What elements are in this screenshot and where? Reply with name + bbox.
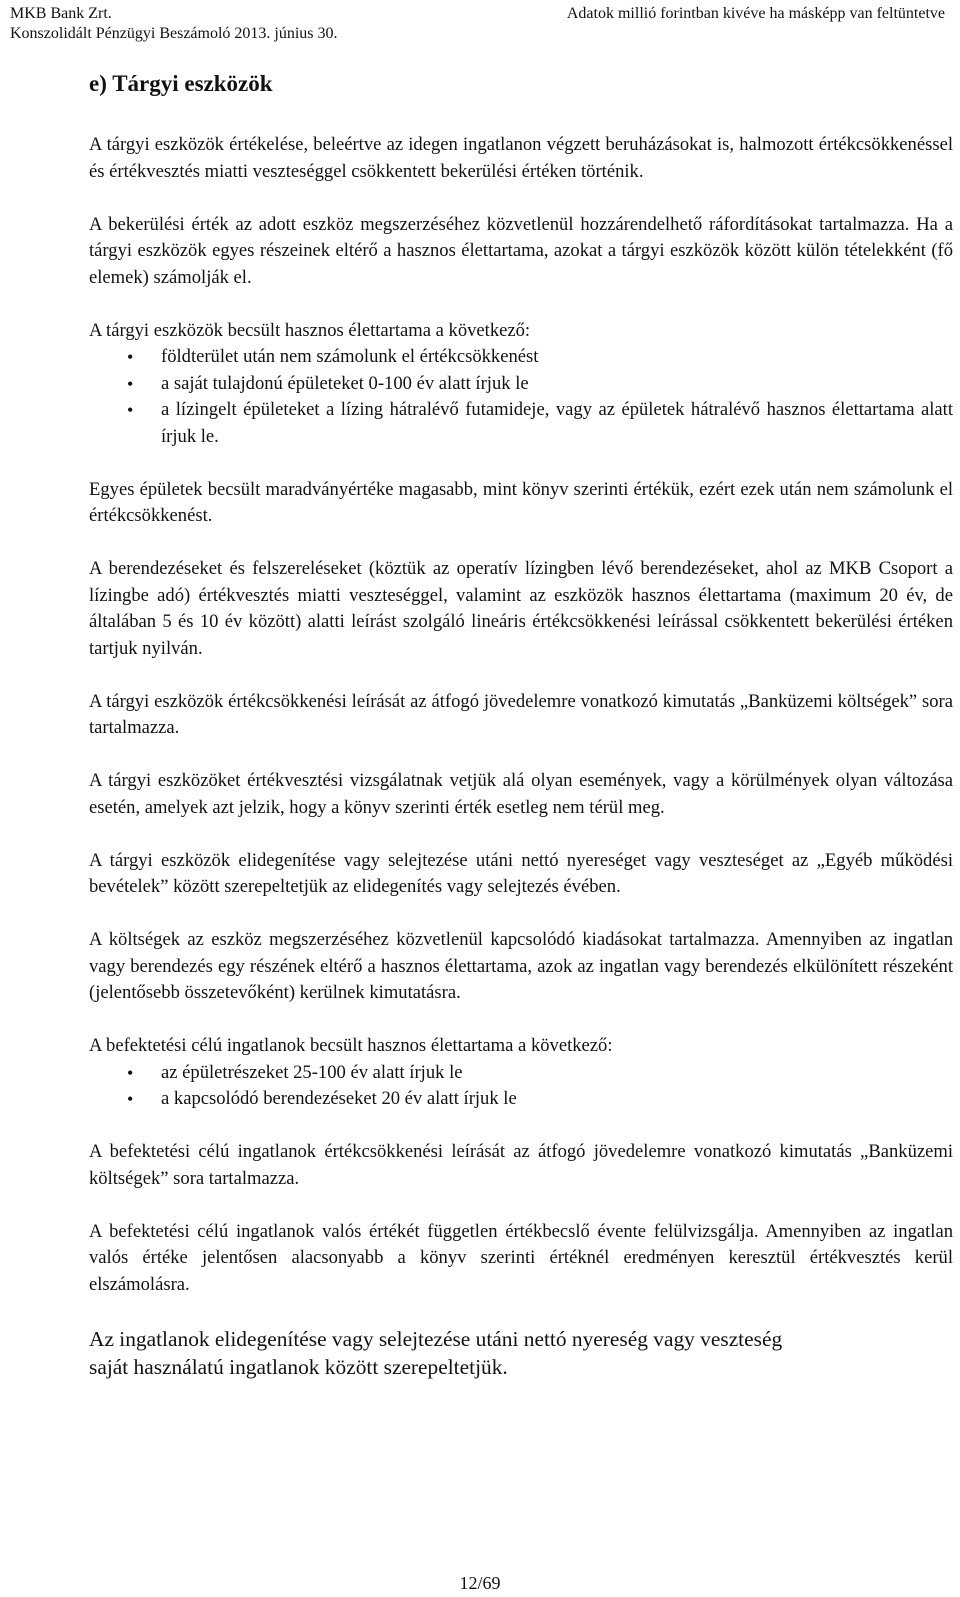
paragraph: A befektetési célú ingatlanok valós értékét független értékbecslő évente felülvizsgálja. Amennyiben az ingatlan valós értéke jelentősen alacsonyabb a könyv szerinti értéknél eredményen keresztül értékvesztés kerül elszámolásra.	[89, 1220, 953, 1295]
bullet-icon: •	[127, 347, 134, 367]
paragraph: A befektetési célú ingatlanok értékcsökkenési leírását az átfogó jövedelemre vonatkozó kimutatás „Banküzemi költségek” sora tartalmazza.	[89, 1141, 953, 1189]
units-note: Adatok millió forintban kivéve ha másképp van feltüntetve	[566, 5, 945, 22]
list-item	[89, 1086, 953, 1113]
document-body	[89, 132, 953, 1381]
bullet-icon: •	[127, 1062, 134, 1083]
useful-life-list	[89, 344, 953, 450]
paragraph: A tárgyi eszközök értékelése, beleértve az idegen ingatlanon végzett beruházásokat is, halmozott értékcsökkenéssel és értékvesztés miatti veszteséggel csökkentett bekerülési értéken történik.	[89, 134, 953, 182]
list-intro: A tárgyi eszközök becsült hasznos élettartama a következő:	[89, 319, 531, 341]
paragraph: A bekerülési érték az adott eszköz megszerzéséhez közvetlenül hozzárendelhető ráfordításokat tartalmazza. Ha a tárgyi eszközök egyes részeinek eltérő a hasznos élettartama, azokat a tárgyi eszközök között külön tételekként (fő elemek) számolják el.	[89, 213, 953, 288]
page-number: 12/69	[459, 1573, 501, 1593]
investment-property-life-list	[89, 1060, 953, 1113]
paragraph-line: saját használatú ingatlanok között szerepeltetjük.	[89, 1354, 508, 1379]
list-item-text: a saját tulajdonú épületeket 0-100 év alatt írjuk le	[161, 372, 529, 394]
paragraph: A tárgyi eszközöket értékvesztési vizsgálatnak vetjük alá olyan események, vagy a körülmények olyan változása esetén, amelyek azt jelzik, hogy a könyv szerinti érték esetleg nem térül meg.	[89, 770, 953, 818]
paragraph: A berendezéseket és felszereléseket (köztük az operatív lízingben lévő berendezéseket, ahol az MKB Csoport a lízingbe adó) értékvesztés miatti veszteséggel, valamint az eszközök hasznos élettartama (maximum 20 év, de általában 5 és 10 év között) alatti leírást szolgáló lineáris értékcsökkenési leírással csökkentett bekerülési értéken tartjuk nyilván.	[89, 558, 953, 659]
list-item	[89, 1060, 953, 1087]
list-item	[89, 397, 953, 450]
company-name: MKB Bank Zrt.	[10, 5, 112, 22]
list-item-text: földterület után nem számolunk el értékcsökkenést	[161, 346, 539, 367]
list-item	[89, 344, 953, 371]
report-name: Konszolidált Pénzügyi Beszámoló 2013. június 30.	[10, 25, 338, 42]
paragraph: A tárgyi eszközök elidegenítése vagy selejtezése utáni nettó nyereséget vagy veszteséget az „Egyéb működési bevételek” között szerepeltetjük az elidegenítés vagy selejtezés évében.	[89, 849, 953, 897]
list-item-text: a kapcsolódó berendezéseket 20 év alatt írjuk le	[161, 1088, 517, 1109]
bullet-icon: •	[127, 400, 134, 420]
document-header-left	[10, 4, 338, 44]
list-intro: A befektetési célú ingatlanok becsült hasznos élettartama a következő:	[89, 1035, 613, 1056]
paragraph: A költségek az eszköz megszerzéséhez közvetlenül kapcsolódó kiadásokat tartalmazza. Amennyiben az ingatlan vagy berendezés egy részének eltérő a hasznos élettartama, azok az ingatlan vagy berendezés elkülönített részeként (jelentősebb összetevőként) kerülnek kimutatásra.	[89, 929, 953, 1003]
list-item-text: a lízingelt épületeket a lízing hátralévő futamideje, vagy az épületek hátralévő hasznos élettartama alatt írjuk le.	[161, 399, 953, 447]
paragraph: A tárgyi eszközök értékcsökkenési leírását az átfogó jövedelemre vonatkozó kimutatás „Banküzemi költségek” sora tartalmazza.	[89, 690, 953, 738]
section-title: e) Tárgyi eszközök	[89, 71, 273, 96]
paragraph-line: Az ingatlanok elidegenítése vagy selejtezése utáni nettó nyereség vagy veszteség	[89, 1326, 783, 1351]
bullet-icon: •	[127, 373, 134, 394]
list-item	[89, 371, 953, 398]
bullet-icon: •	[127, 1089, 134, 1109]
paragraph: Egyes épületek becsült maradványértéke magasabb, mint könyv szerinti értékük, ezért ezek után nem számolunk el értékcsökkenést.	[89, 478, 953, 526]
paragraph	[89, 1325, 953, 1381]
list-item-text: az épületrészeket 25-100 év alatt írjuk le	[161, 1061, 463, 1083]
